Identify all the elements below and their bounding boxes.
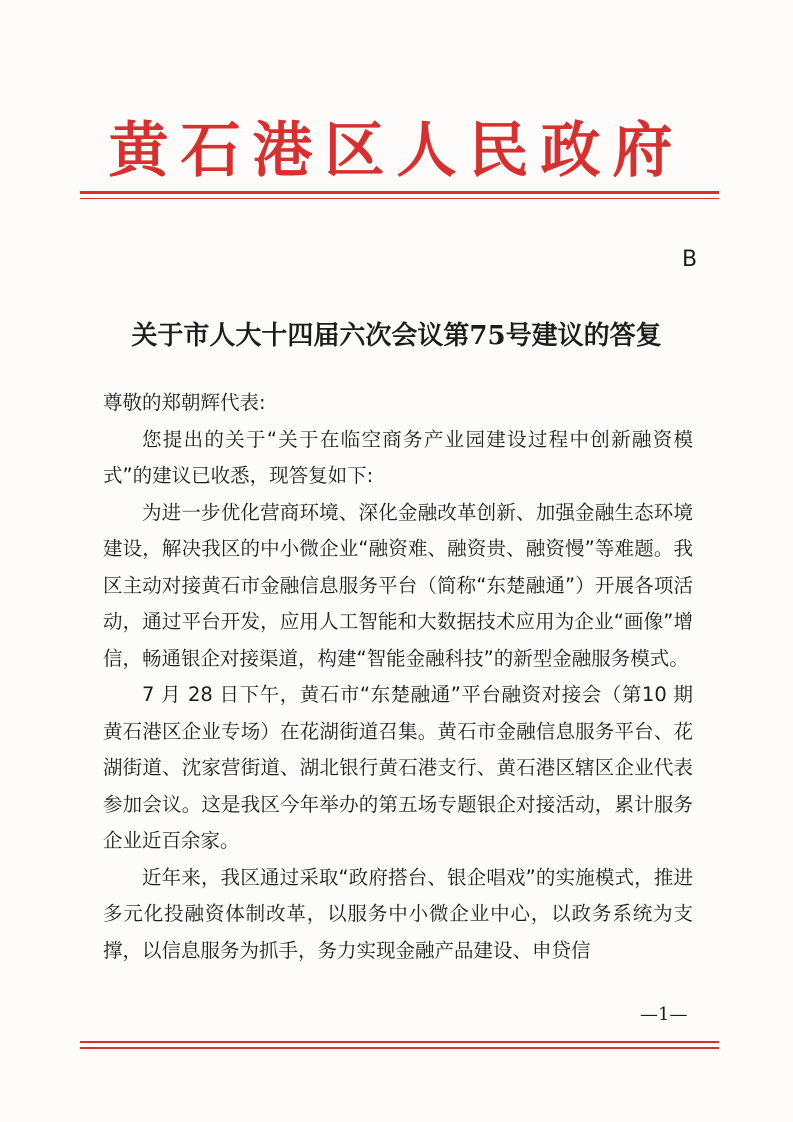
page-number: —1— xyxy=(640,1004,688,1025)
letterhead-title: 黄石港区人民政府 xyxy=(108,116,685,186)
salutation: 尊敬的郑朝辉代表: xyxy=(103,391,266,414)
footer-rule-bottom xyxy=(80,1047,719,1049)
footer-rule-top xyxy=(80,1041,719,1043)
paragraph-4: 近年来，我区通过采取“政府搭台、银企唱戏”的实施模式，推进多元化投融资体制改革，以服务中小微企业中心，以政务系统为支撑，以信息服务为抓手，务力实现金融产品建设、申贷信 xyxy=(103,865,693,962)
document-code: B xyxy=(682,247,698,272)
document-title: 关于市人大十四届六次会议第75号建议的答复 xyxy=(131,321,662,351)
letterhead-rule-top xyxy=(80,191,719,194)
letterhead-rule-top-thin xyxy=(80,198,719,199)
paragraph-2: 为进一步优化营商环境、深化金融改革创新、加强金融生态环境建设，解决我区的中小微企业“融资难、融资贵、融资慢”等难题。我区主动对接黄石市金融信息服务平台（简称“东楚融通”）开展各项活动，通过平台开发，应用人工智能和大数据技术应用为企业“画像”增信，畅通银企对接渠道，构建“智能金融科技”的新型金融服务模式。 xyxy=(103,500,693,670)
document-body xyxy=(103,385,693,969)
paragraph-1: 您提出的关于“关于在临空商务产业园建设过程中创新融资模式”的建议已收悉，现答复如下: xyxy=(103,427,693,487)
paragraph-3: 7 月 28 日下午，黄石市“东楚融通”平台融资对接会（第10 期黄石港区企业专场）在花湖街道召集。黄石市金融信息服务平台、花湖街道、沈家营街道、湖北银行黄石港支行、黄石港区辖区企业代表参加会议。这是我区今年举办的第五场专题银企对接活动，累计服务企业近百余家。 xyxy=(103,683,693,852)
